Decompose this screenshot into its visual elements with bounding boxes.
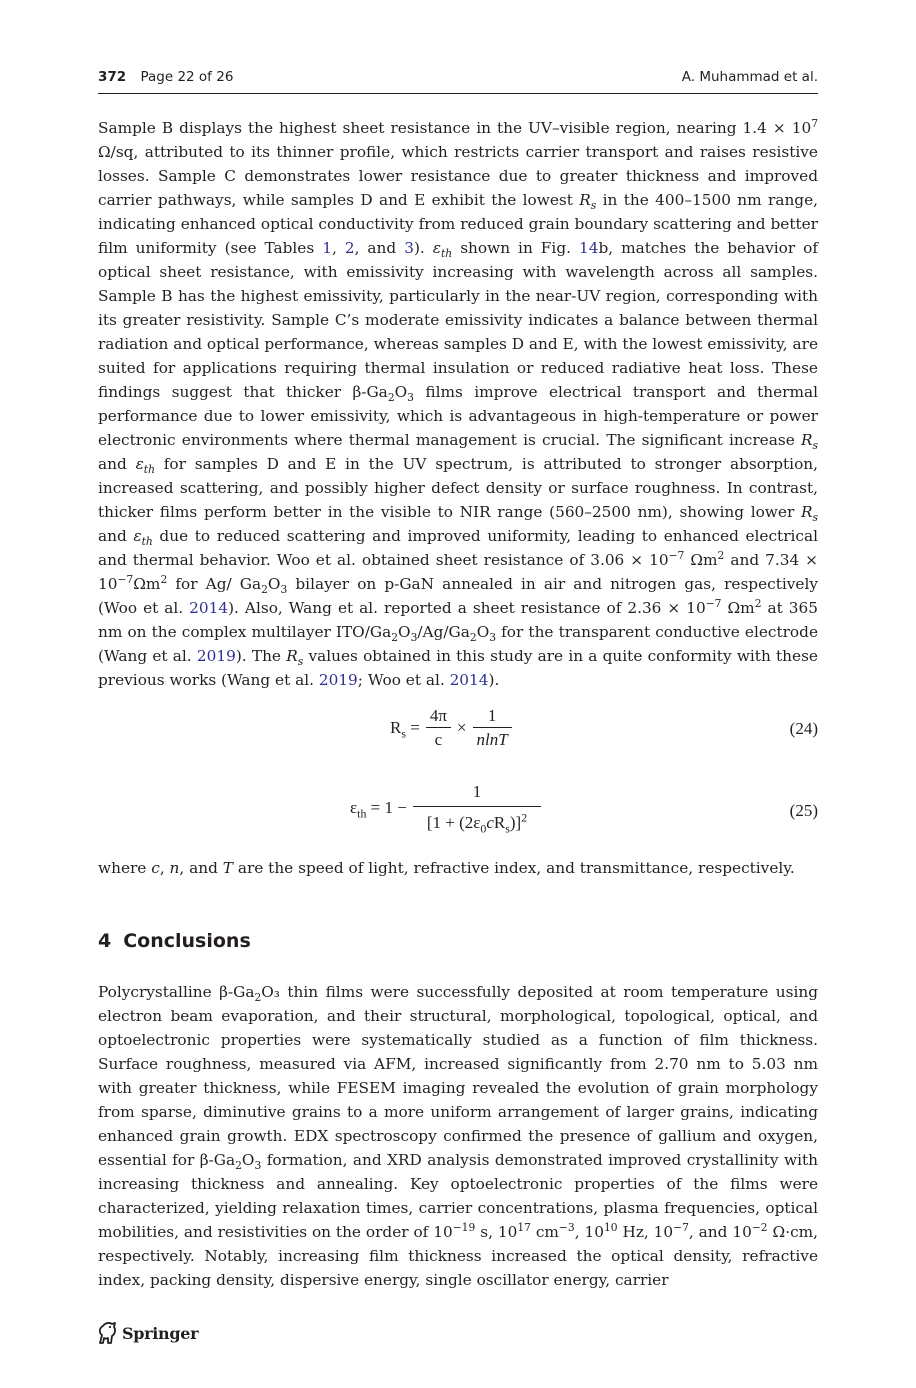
equation-24 [390, 706, 512, 756]
equation-24-number: (24) [789, 719, 818, 738]
section-heading [98, 928, 251, 954]
page-label: Page 22 of 26 [140, 69, 234, 85]
eq24-frac1-denominator: c [434, 730, 443, 749]
eq25-denominator: $[1 + (2\varepsilon_0cR_s)]^2$ [426, 810, 528, 836]
equation-25 [350, 782, 541, 842]
eq25-fraction [413, 782, 541, 836]
paragraph-where: where c, n, and T are the speed of light, refractive index, and transmittance, respectively. [98, 859, 795, 877]
eq24-frac1-numerator: 4π [426, 706, 451, 728]
publisher-name: Springer [122, 1323, 199, 1343]
springer-horse-icon [96, 1321, 118, 1345]
running-author: A. Muhammad et al. [681, 69, 818, 85]
equation-25-number: (25) [789, 801, 818, 820]
journal-page-number: 372 [98, 69, 127, 85]
eq24-lhs: $R_s$ = [390, 718, 420, 741]
paragraph-conclusions: Polycrystalline $\beta-Ga_2O_3$ thin films were successfully deposited at room temperature using electron beam evaporation, and their structural, morphological, topological, optical, and optoelectronic properties were systematically studied as a function of film thickness. Surface roughness, measured via AFM, increased significantly from 2.70 nm to 5.03 nm with greater thickness, while FESEM imaging revealed the evolution of grain morphology from sparse, diminutive grains to a more uniform arrangement of larger grains, indicating enhanced grain growth. EDX spectroscopy confirmed the presence of gallium and oxygen, essential for $\beta-Ga_2O_3$ formation, and XRD analysis demonstrated improved crystallinity with increasing thickness and annealing. Key optoelectronic properties of the films were characterized, yielding relaxation times, carrier concentrations, plasma frequencies, optical mobilities, and resistivities on the order of $10^{-19}$ s, $10^{17}$ $cm^{-3}$, $10^{10}$ Hz, $10^{-7}$, and $10^{-2}$ Ω·cm, respectively. Notably, increasing film thickness increased the optical density, refractive index, packing density, dispersive energy, single oscillator energy, carrier [98, 983, 818, 1289]
eq24-fraction-2 [473, 706, 512, 750]
paragraph-sheet-resistance: Sample B displays the highest sheet resistance in the UV–visible region, nearing $1.4 \times 10^7$ Ω/sq, attributed to its thinner profile, which restricts carrier transport and raises resistive losses. Sample C demonstrates lower resistance due to greater thickness and improved carrier pathways, while samples D and E exhibit the lowest $R_s$ in the 400–1500 nm range, indicating enhanced optical conductivity from reduced grain boundary scattering and better film uniformity (see Tables 1, 2, and 3). $\varepsilon_{th}$ shown in Fig. 14b, matches the behavior of optical sheet resistance, with emissivity increasing with wavelength across all samples. Sample B has the highest emissivity, particularly in the near-UV region, corresponding with its greater resistivity. Sample C’s moderate emissivity indicates a balance between thermal radiation and optical performance, whereas samples D and E, with the lowest emissivity, are suited for applications requiring thermal insulation or reduced radiative heat loss. These findings suggest that thicker $\beta-Ga_2O_3$ films improve electrical transport and thermal performance due to lower emissivity, which is advantageous in high-temperature or power electronic environments where thermal management is crucial. The significant increase $R_s$ and $\varepsilon_{th}$ for samples D and E in the UV spectrum, is attributed to stronger absorption, increased scattering, and possibly higher defect density or surface roughness. In contrast, thicker films perform better in the visible to NIR range (560–2500 nm), showing lower $R_s$ and $\varepsilon_{th}$ due to reduced scattering and improved uniformity, leading to enhanced electrical and thermal behavior. Woo et al. obtained sheet resistance of $3.06 \times 10^{-7}$ $\Omega m^2$ and $7.34 \times 10^{-7}\Omega m^2$ for Ag/ $Ga_2O_3$ bilayer on p-GaN annealed in air and nitrogen gas, respectively (Woo et al. 2014). Also, Wang et al. reported a sheet resistance of $2.36 \times 10^{-7}$ $\Omega m^2$ at 365 nm on the complex multilayer ITO/$Ga_2O_3/Ag/Ga_2O_3$ for the transparent conductive electrode (Wang et al. 2019). The $R_s$ values obtained in this study are in a quite conformity with these previous works (Wang et al. 2019; Woo et al. 2014). [98, 116, 819, 689]
header-rule [98, 93, 818, 94]
running-head [98, 66, 818, 88]
eq24-frac2-numerator: 1 [473, 706, 512, 728]
eq24-fraction-1 [426, 706, 451, 750]
section-number: 4 [98, 930, 112, 952]
eq24-times: × [456, 718, 467, 737]
eq24-frac2-denominator: nlnT [476, 730, 508, 749]
section-title: Conclusions [123, 930, 251, 952]
springer-logo [96, 1320, 198, 1346]
eq25-lhs: $\varepsilon_{th} = 1$ − [350, 797, 407, 820]
eq25-numerator: 1 [413, 782, 541, 807]
